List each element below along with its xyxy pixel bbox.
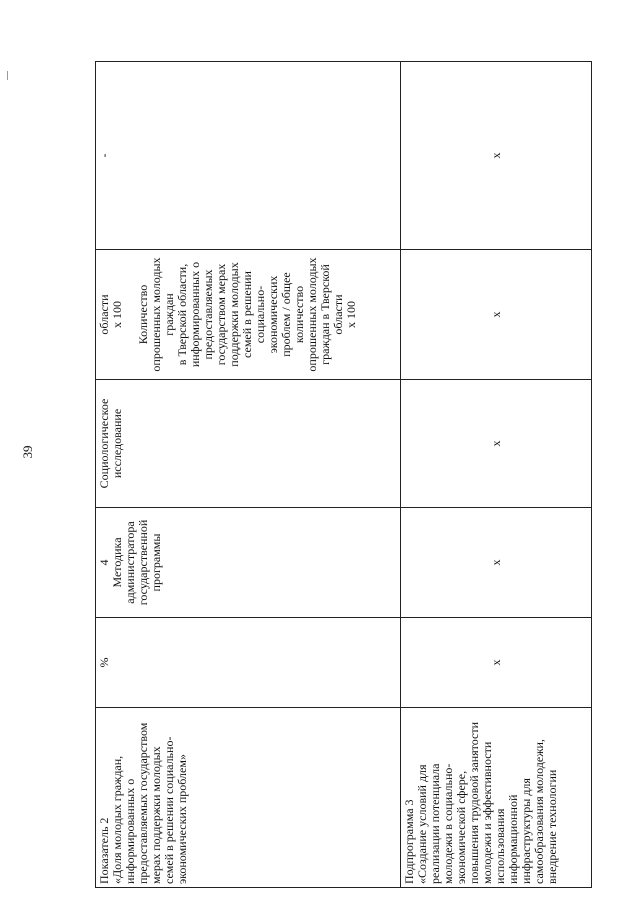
cell-text-line: семей в решении социально-	[162, 736, 176, 884]
table-row	[96, 62, 401, 888]
rotated-table-wrapper	[95, 62, 587, 888]
subprogram-name-cell	[401, 708, 592, 888]
cell-text-line: области	[331, 294, 345, 335]
cell-text-line: проблем / общее	[279, 272, 293, 357]
source-cell: х	[401, 380, 592, 508]
cell-text-line: граждан в Тверской	[318, 264, 332, 365]
cell-text-line: количество	[292, 285, 306, 344]
cell-text-line: программы	[149, 533, 163, 592]
page-number: 39	[20, 445, 35, 459]
cell-text-line: повышения трудовой занятости	[467, 721, 481, 884]
cell-text-line: экономических проблем»	[175, 754, 189, 884]
cell-text-line: поддержки молодых	[227, 262, 241, 367]
method-cell	[96, 508, 401, 618]
cell-text-line: внедрение технологии	[545, 769, 559, 884]
cell-text-line: администратора	[123, 521, 137, 604]
cell-text-line: Подпрограмма 3	[402, 799, 416, 884]
indicator-name-cell	[96, 708, 401, 888]
cell-text-line: «Создание условий для	[415, 764, 429, 884]
cell-text-line: опрошенных молодых	[149, 257, 163, 372]
last-cell: х	[401, 62, 592, 250]
cell-text-line: экономических	[266, 275, 280, 354]
cell-text-line: Показатель 2	[97, 817, 111, 884]
formula-cell: х	[401, 250, 592, 380]
cell-text-line: самообразования молодежи,	[532, 739, 546, 884]
cell-text-line: социально-	[253, 285, 267, 344]
cell-text-line: предоставляемых	[201, 269, 215, 360]
cell-text-line: экономической сфере,	[454, 770, 468, 884]
unit-cell: х	[401, 618, 592, 708]
cell-text-line: Количество	[136, 284, 150, 345]
indicator-table	[95, 61, 592, 888]
cell-text-line: молодежи в социально-	[441, 763, 455, 884]
method-cell: х	[401, 508, 592, 618]
cell-text-line: использования	[493, 808, 507, 884]
table-row	[401, 62, 592, 888]
unit-cell: %	[96, 618, 401, 708]
formula-cell	[96, 250, 401, 380]
scan-speck	[7, 71, 8, 80]
cell-text-line: государством мерах	[214, 263, 228, 366]
cell-text-line: инфраструктуры для	[519, 778, 533, 884]
cell-text-line: граждан	[162, 293, 176, 336]
cell-text-line: области	[97, 294, 111, 335]
cell-text-line: государственной	[136, 519, 150, 606]
cell-text-line: 4	[97, 559, 111, 566]
cell-text-line: реализации потенциала	[428, 763, 442, 884]
cell-text-line: информированных о	[188, 261, 202, 368]
cell-text-line: информационной	[506, 794, 520, 884]
source-cell: Социологическое исследование	[96, 380, 401, 508]
cell-text-line: информированных о	[123, 778, 137, 884]
cell-text-line: х 100	[344, 301, 358, 328]
cell-text-line: х 100	[110, 301, 124, 328]
cell-text-line: молодежи и эффективности	[480, 741, 494, 884]
cell-text-line: в Тверской области,	[175, 263, 189, 366]
cell-text-line: Методика	[110, 537, 124, 588]
cell-text-line: «Доля молодых граждан,	[110, 755, 124, 884]
cell-text-line: опрошенных молодых	[305, 257, 319, 372]
last-cell: -	[96, 62, 401, 250]
cell-text-line: мерах поддержки молодых	[149, 746, 163, 884]
cell-text-line: семей в решении	[240, 271, 254, 358]
cell-text-line: предоставляемых государством	[136, 722, 150, 884]
